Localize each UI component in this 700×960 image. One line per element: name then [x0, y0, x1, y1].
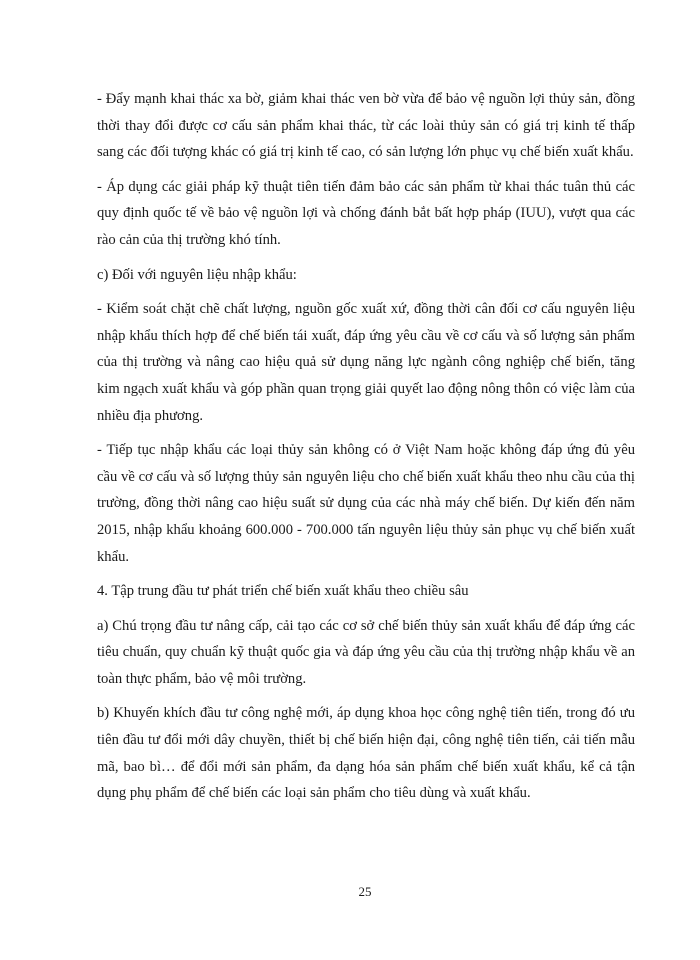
- paragraph-new-technology: b) Khuyến khích đầu tư công nghệ mới, áp dụng khoa học công nghệ tiên tiến, trong đó ưu tiên đầu tư đổi mới dây chuyền, thiết bị chế biến hiện đại, công nghệ tiên tiến, cải tiến mẫu mã, bao bì… để đổi mới sản phẩm, đa dạng hóa sản phẩm chế biến xuất khẩu, kể cả tận dụng phụ phẩm để chế biến các loại sản phẩm cho tiêu dùng và xuất khẩu.: [97, 705, 635, 802]
- paragraph-quality-control: - Kiểm soát chặt chẽ chất lượng, nguồn gốc xuất xứ, đồng thời cân đối cơ cấu nguyên liệu nhập khẩu thích hợp để chế biến tái xuất, đáp ứng yêu cầu về cơ cấu và số lượng sản phẩm của thị trường và nâng cao hiệu quả sử dụng năng lực ngành công nghiệp chế biến, tăng kim ngạch xuất khẩu và góp phần quan trọng giải quyết lao động nông thôn có việc làm của nhiều địa phương.: [97, 301, 635, 424]
- section-heading-processing: 4. Tập trung đầu tư phát triển chế biến xuất khẩu theo chiều sâu: [97, 583, 469, 600]
- document-body: [97, 86, 635, 815]
- paragraph-upgrade-facilities: a) Chú trọng đầu tư nâng cấp, cải tạo các cơ sở chế biến thủy sản xuất khẩu để đáp ứng các tiêu chuẩn, quy chuẩn kỹ thuật quốc gia và đáp ứng yêu cầu của thị trường nhập khẩu về an toàn thực phẩm, bảo vệ môi trường.: [97, 617, 635, 687]
- paragraph-offshore-fishing: - Đẩy mạnh khai thác xa bờ, giảm khai thác ven bờ vừa để bảo vệ nguồn lợi thủy sản, đồng thời thay đổi được cơ cấu sản phẩm khai thác, từ các loài thủy sản có giá trị kinh tế thấp sang các đối tượng khác có giá trị kinh tế cao, có sản lượng lớn phục vụ chế biến xuất khẩu.: [97, 91, 635, 161]
- paragraph-continue-import: - Tiếp tục nhập khẩu các loại thủy sản không có ở Việt Nam hoặc không đáp ứng đủ yêu cầu về cơ cấu và số lượng thủy sản nguyên liệu cho chế biến xuất khẩu theo nhu cầu của thị trường, đồng thời nâng cao hiệu suất sử dụng của các nhà máy chế biến. Dự kiến đến năm 2015, nhập khẩu khoảng 600.000 - 700.000 tấn nguyên liệu thủy sản phục vụ chế biến xuất khẩu.: [97, 442, 635, 565]
- paragraph-technical-solutions: - Áp dụng các giải pháp kỹ thuật tiên tiến đảm bảo các sản phẩm từ khai thác tuân thủ các quy định quốc tế về bảo vệ nguồn lợi và chống đánh bắt bất hợp pháp (IUU), vượt qua các rào cản của thị trường khó tính.: [97, 178, 635, 248]
- subheading-imported-materials: c) Đối với nguyên liệu nhập khẩu:: [97, 266, 297, 283]
- page-number: 25: [358, 884, 372, 899]
